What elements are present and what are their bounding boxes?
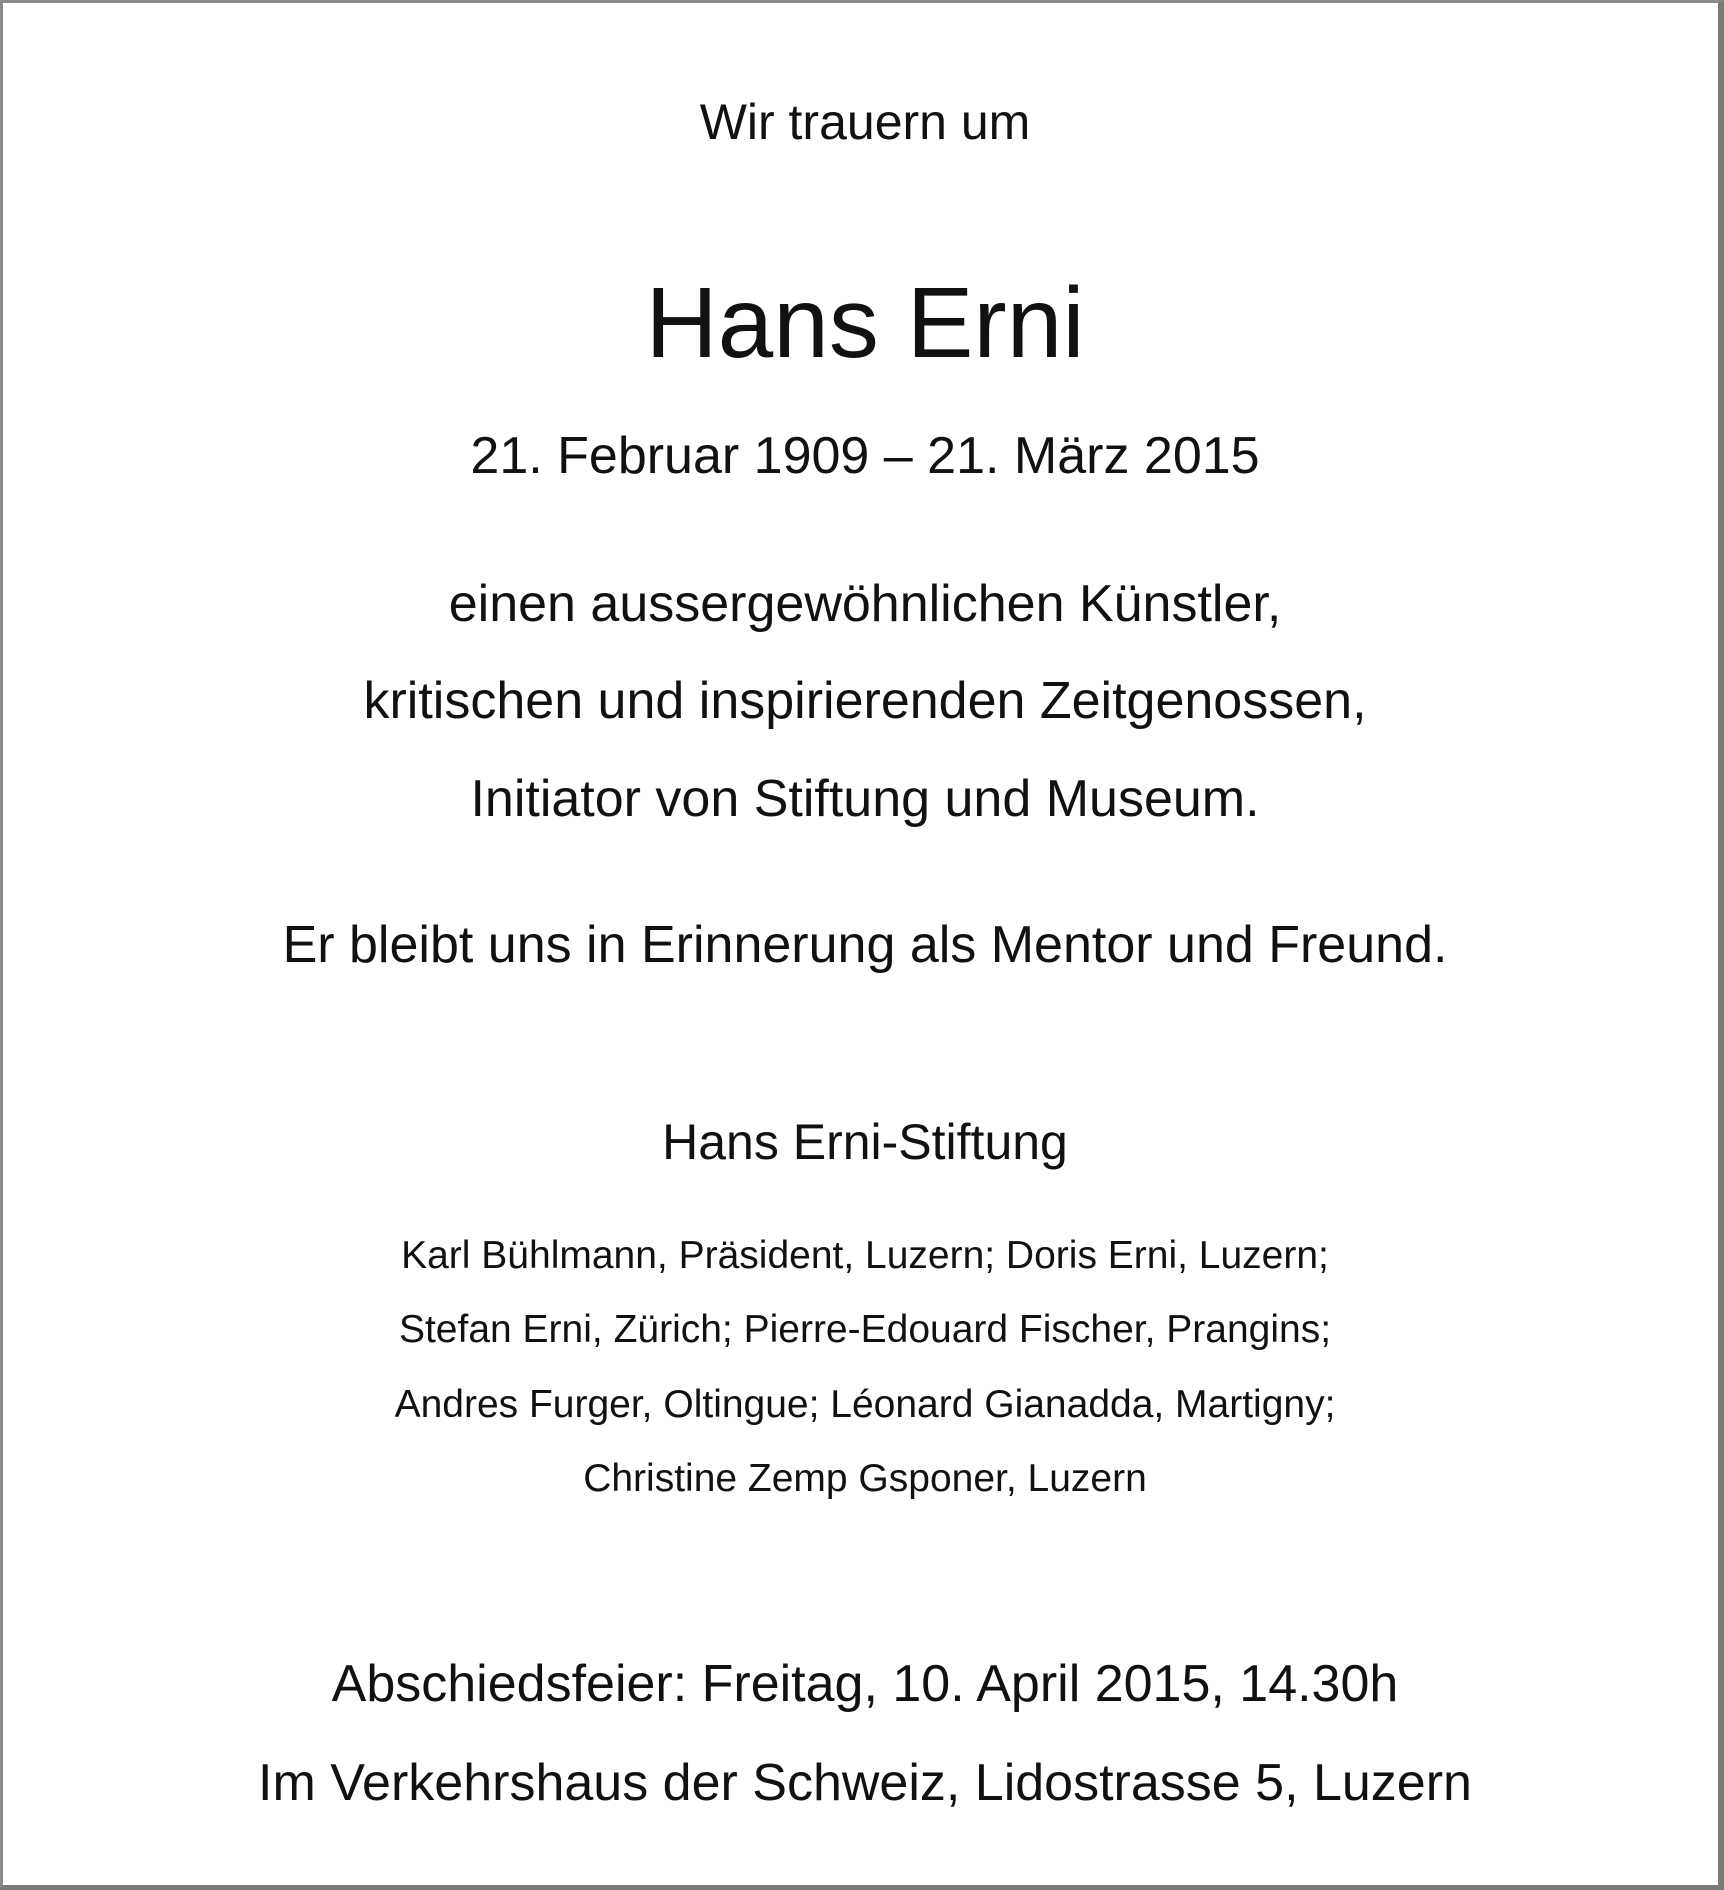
description-line: einen aussergewöhnlichen Künstler, xyxy=(448,575,1282,633)
ceremony-info: Abschiedsfeier: Freitag, 10. April 2015, 14.30h xyxy=(331,1655,1399,1713)
intro-text: Wir trauern um xyxy=(699,94,1031,150)
description-line: kritischen und inspirierenden Zeitgenossen, xyxy=(363,672,1367,730)
member-line: Andres Furger, Oltingue; Léonard Gianadda, Martigny; xyxy=(394,1383,1336,1426)
life-dates: 21. Februar 1909 – 21. März 2015 xyxy=(470,427,1260,485)
member-line: Christine Zemp Gsponer, Luzern xyxy=(583,1457,1147,1500)
venue-info: Im Verkehrshaus der Schweiz, Lidostrasse 5, Luzern xyxy=(258,1754,1472,1812)
member-line: Karl Bühlmann, Präsident, Luzern; Doris Erni, Luzern; xyxy=(401,1234,1329,1277)
memory-statement: Er bleibt uns in Erinnerung als Mentor und Freund. xyxy=(282,916,1448,974)
foundation-name: Hans Erni-Stiftung xyxy=(662,1114,1068,1170)
deceased-name: Hans Erni xyxy=(645,267,1085,379)
member-line: Stefan Erni, Zürich; Pierre-Edouard Fischer, Prangins; xyxy=(398,1308,1332,1351)
description-line: Initiator von Stiftung und Museum. xyxy=(470,770,1260,828)
